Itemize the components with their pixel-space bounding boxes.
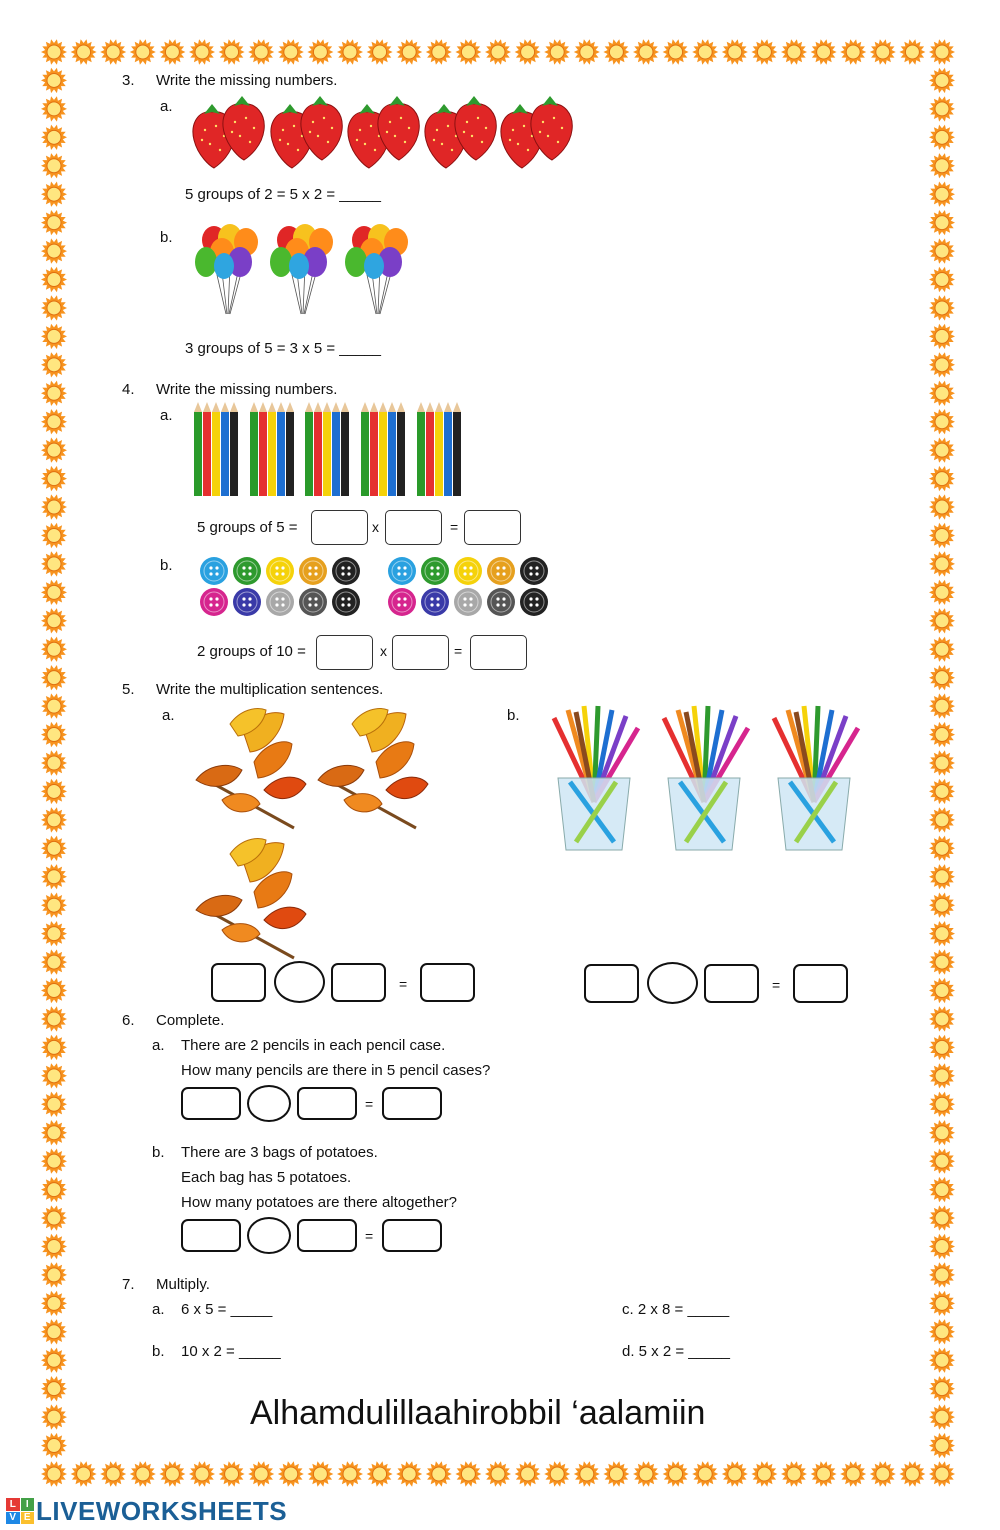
sun-icon	[71, 39, 97, 64]
sun-icon	[574, 39, 600, 64]
q3-b-label: b.	[160, 229, 173, 246]
sun-icon	[929, 523, 955, 548]
sun-icon	[929, 864, 955, 889]
q7-a-label: a.	[152, 1301, 165, 1318]
sun-icon	[41, 438, 67, 463]
sun-icon	[41, 1006, 67, 1031]
sun-icon	[929, 182, 955, 207]
sun-icon	[840, 1461, 866, 1486]
sun-icon	[929, 1376, 955, 1401]
sun-icon	[929, 352, 955, 377]
q4-a-text: 5 groups of 5 =	[197, 519, 298, 536]
sun-icon	[781, 39, 807, 64]
sun-icon	[899, 1461, 925, 1486]
sun-icon	[41, 1177, 67, 1202]
sun-icon	[929, 551, 955, 576]
sun-icon	[41, 580, 67, 605]
sun-icon	[929, 750, 955, 775]
q4-a-answer-box-2[interactable]	[385, 510, 442, 545]
sun-icon	[929, 267, 955, 292]
sun-icon	[751, 1461, 777, 1486]
sun-icon	[929, 238, 955, 263]
sun-icon	[929, 494, 955, 519]
sun-icon	[337, 1461, 363, 1486]
sun-icon	[307, 1461, 333, 1486]
sun-icon	[41, 551, 67, 576]
q5-b-label: b.	[507, 707, 520, 724]
sun-icon	[41, 637, 67, 662]
sun-icon	[929, 921, 955, 946]
sun-icon	[840, 39, 866, 64]
sun-icon	[159, 39, 185, 64]
sun-icon	[929, 722, 955, 747]
sun-icon	[41, 1063, 67, 1088]
brand-name: LIVEWORKSHEETS	[36, 1495, 288, 1526]
autumn-leaves-image	[194, 704, 439, 960]
q4-number: 4.	[122, 381, 135, 398]
sun-icon	[248, 1461, 274, 1486]
sun-icon	[41, 722, 67, 747]
q6-a-line2: How many pencils are there in 5 pencil cases?	[181, 1062, 491, 1079]
q7-c-text: c. 2 x 8 = _____	[622, 1301, 730, 1318]
sun-icon	[929, 693, 955, 718]
q5-a-operator-oval[interactable]	[274, 961, 325, 1003]
sun-icon	[929, 1035, 955, 1060]
sun-icon	[663, 39, 689, 64]
sun-icon	[929, 1404, 955, 1429]
sun-icon	[899, 39, 925, 64]
q6-b-label: b.	[152, 1144, 165, 1161]
sun-icon	[929, 68, 955, 93]
q4-a-label: a.	[160, 407, 173, 424]
sun-icon	[130, 1461, 156, 1486]
sun-icon	[130, 39, 156, 64]
sun-icon	[455, 1461, 481, 1486]
sun-icon	[633, 1461, 659, 1486]
brand-icon-letter: E	[21, 1512, 35, 1525]
sun-icon	[929, 779, 955, 804]
sun-icon	[367, 1461, 393, 1486]
q4-b-label: b.	[160, 557, 173, 574]
sun-icon	[485, 1461, 511, 1486]
sun-icon	[929, 1234, 955, 1259]
q6-b-line3: How many potatoes are there altogether?	[181, 1194, 457, 1211]
sun-icon	[41, 466, 67, 491]
sun-icon	[455, 39, 481, 64]
q4-b-answer-box-3[interactable]	[470, 635, 527, 670]
sun-icon	[574, 1461, 600, 1486]
sun-icon	[41, 1092, 67, 1117]
sun-icon	[929, 1149, 955, 1174]
sun-icon	[663, 1461, 689, 1486]
q5-b-box-2[interactable]	[704, 964, 759, 1003]
q3-a-label: a.	[160, 98, 173, 115]
q5-a-equals: =	[399, 976, 408, 992]
pencil-cups-image	[540, 702, 868, 854]
sun-icon	[929, 893, 955, 918]
q5-b-operator-oval[interactable]	[647, 962, 698, 1004]
sun-icon	[544, 39, 570, 64]
sun-icon	[692, 1461, 718, 1486]
q4-a-answer-box-3[interactable]	[464, 510, 521, 545]
sun-icon	[337, 39, 363, 64]
q5-a-label: a.	[162, 707, 175, 724]
sun-icon	[41, 1149, 67, 1174]
sun-icon	[929, 1262, 955, 1287]
sun-icon	[515, 39, 541, 64]
sun-icon	[929, 836, 955, 861]
q6-b-equals: =	[365, 1228, 374, 1244]
q6-b-line2: Each bag has 5 potatoes.	[181, 1169, 352, 1186]
brand-icon-letter: I	[21, 1498, 35, 1511]
sun-icon	[41, 1461, 67, 1486]
sun-icon	[929, 1006, 955, 1031]
q5-a-box-3[interactable]	[420, 963, 475, 1002]
sun-icon	[41, 693, 67, 718]
sun-icon	[929, 807, 955, 832]
strawberries-image	[190, 92, 580, 170]
q7-title: Multiply.	[156, 1276, 210, 1293]
q5-a-box-2[interactable]	[331, 963, 386, 1002]
sun-icon	[929, 978, 955, 1003]
sun-icon	[41, 1376, 67, 1401]
sun-icon	[515, 1461, 541, 1486]
sun-icon	[396, 39, 422, 64]
sun-icon	[41, 665, 67, 690]
sun-icon	[41, 238, 67, 263]
sun-icon	[929, 210, 955, 235]
q6-b-box-3[interactable]	[382, 1219, 442, 1252]
sun-icon	[278, 39, 304, 64]
brand-icon-letter: V	[6, 1512, 20, 1525]
sun-icon	[41, 1205, 67, 1230]
sun-icon	[929, 438, 955, 463]
sun-icon	[929, 381, 955, 406]
sun-icon	[396, 1461, 422, 1486]
sun-icon	[929, 1092, 955, 1117]
q3-b-equation: 3 groups of 5 = 3 x 5 = _____	[185, 340, 381, 357]
sun-icon	[811, 39, 837, 64]
sun-icon	[929, 1205, 955, 1230]
sun-icon	[870, 39, 896, 64]
sun-icon	[929, 665, 955, 690]
q7-number: 7.	[122, 1276, 135, 1293]
sun-icon	[929, 608, 955, 633]
sun-icon	[41, 125, 67, 150]
sun-icon	[41, 921, 67, 946]
sun-icon	[929, 1319, 955, 1344]
sun-icon	[781, 1461, 807, 1486]
sun-icon	[41, 68, 67, 93]
sun-icon	[41, 153, 67, 178]
sun-icon	[41, 352, 67, 377]
sun-icon	[929, 637, 955, 662]
sun-icon	[41, 182, 67, 207]
footer-text: Alhamdulillaahirobbil ‘aalamiin	[250, 1394, 706, 1432]
q6-number: 6.	[122, 1012, 135, 1029]
sun-icon	[278, 1461, 304, 1486]
q6-b-box-1[interactable]	[181, 1219, 241, 1252]
sun-icon	[41, 1035, 67, 1060]
sun-icon	[219, 1461, 245, 1486]
q6-b-line1: There are 3 bags of potatoes.	[181, 1144, 378, 1161]
sun-icon	[544, 1461, 570, 1486]
q6-a-box-2[interactable]	[297, 1087, 357, 1120]
q4-a-times: x	[372, 519, 379, 535]
sun-icon	[41, 381, 67, 406]
q6-a-equals: =	[365, 1096, 374, 1112]
sun-icon	[41, 39, 67, 64]
sun-icon	[41, 1120, 67, 1145]
sun-icon	[870, 1461, 896, 1486]
q5-number: 5.	[122, 681, 135, 698]
sun-icon	[722, 39, 748, 64]
sun-icon	[811, 1461, 837, 1486]
q6-a-box-3[interactable]	[382, 1087, 442, 1120]
sun-icon	[929, 1177, 955, 1202]
sun-icon	[100, 39, 126, 64]
sun-icon	[929, 1433, 955, 1458]
sun-icon	[41, 1262, 67, 1287]
sun-icon	[929, 324, 955, 349]
q6-a-box-1[interactable]	[181, 1087, 241, 1120]
q4-a-equals: =	[450, 519, 459, 535]
q4-b-text: 2 groups of 10 =	[197, 643, 306, 660]
q6-b-operator-oval[interactable]	[247, 1217, 291, 1254]
sun-icon	[722, 1461, 748, 1486]
sun-icon	[41, 210, 67, 235]
sun-icon	[41, 893, 67, 918]
q4-b-times: x	[380, 643, 387, 659]
sun-icon	[41, 523, 67, 548]
sun-icon	[929, 1063, 955, 1088]
q7-d-text: d. 5 x 2 = _____	[622, 1343, 731, 1360]
sun-icon	[485, 39, 511, 64]
q5-title: Write the multiplication sentences.	[156, 681, 384, 698]
q4-b-equals: =	[454, 643, 463, 659]
q6-title: Complete.	[156, 1012, 225, 1029]
liveworksheets-logo[interactable]	[6, 1496, 287, 1526]
buttons-image	[196, 555, 556, 619]
sun-icon	[929, 1120, 955, 1145]
q3-title: Write the missing numbers.	[156, 72, 338, 89]
sun-icon	[41, 750, 67, 775]
liveworksheets-icon	[6, 1498, 34, 1524]
sun-icon	[41, 1404, 67, 1429]
sun-icon	[189, 1461, 215, 1486]
sun-icon	[41, 807, 67, 832]
sun-icon	[929, 39, 955, 64]
sun-icon	[41, 949, 67, 974]
q6-b-box-2[interactable]	[297, 1219, 357, 1252]
sun-icon	[603, 1461, 629, 1486]
sun-icon	[367, 39, 393, 64]
q6-a-line1: There are 2 pencils in each pencil case.	[181, 1037, 446, 1054]
sun-icon	[159, 1461, 185, 1486]
sun-icon	[41, 295, 67, 320]
sun-icon	[929, 96, 955, 121]
q7-b-text: 10 x 2 = _____	[181, 1343, 281, 1360]
sun-icon	[929, 580, 955, 605]
q5-b-equals: =	[772, 977, 781, 993]
sun-icon	[219, 39, 245, 64]
sun-icon	[189, 39, 215, 64]
sun-icon	[307, 39, 333, 64]
sun-icon	[41, 324, 67, 349]
q6-a-label: a.	[152, 1037, 165, 1054]
sun-icon	[929, 125, 955, 150]
sun-icon	[929, 949, 955, 974]
q4-b-answer-box-2[interactable]	[392, 635, 449, 670]
sun-icon	[426, 1461, 452, 1486]
q3-number: 3.	[122, 72, 135, 89]
sun-icon	[41, 978, 67, 1003]
sun-icon	[41, 1433, 67, 1458]
q4-a-answer-box-1[interactable]	[311, 510, 368, 545]
q7-a-text: 6 x 5 = _____	[181, 1301, 273, 1318]
sun-icon	[41, 409, 67, 434]
sun-icon	[929, 1461, 955, 1486]
brand-icon-letter: L	[6, 1498, 20, 1511]
q5-a-box-1[interactable]	[211, 963, 266, 1002]
pencil-groups-image	[194, 402, 466, 498]
sun-icon	[41, 267, 67, 292]
sun-icon	[929, 1291, 955, 1316]
sun-icon	[41, 779, 67, 804]
q4-title: Write the missing numbers.	[156, 381, 338, 398]
q5-b-box-3[interactable]	[793, 964, 848, 1003]
balloons-image	[192, 222, 417, 320]
sun-icon	[41, 608, 67, 633]
sun-icon	[41, 1291, 67, 1316]
sun-icon	[41, 494, 67, 519]
sun-icon	[692, 39, 718, 64]
sun-icon	[426, 39, 452, 64]
sun-icon	[41, 1348, 67, 1373]
sun-icon	[751, 39, 777, 64]
sun-icon	[41, 96, 67, 121]
sun-icon	[929, 466, 955, 491]
sun-icon	[929, 1348, 955, 1373]
sun-icon	[633, 39, 659, 64]
sun-icon	[41, 836, 67, 861]
sun-icon	[929, 153, 955, 178]
sun-icon	[248, 39, 274, 64]
sun-icon	[603, 39, 629, 64]
sun-icon	[100, 1461, 126, 1486]
q6-a-operator-oval[interactable]	[247, 1085, 291, 1122]
sun-icon	[929, 409, 955, 434]
sun-icon	[41, 864, 67, 889]
sun-icon	[41, 1319, 67, 1344]
sun-icon	[929, 295, 955, 320]
sun-icon	[71, 1461, 97, 1486]
q5-b-box-1[interactable]	[584, 964, 639, 1003]
q3-a-equation: 5 groups of 2 = 5 x 2 = _____	[185, 186, 381, 203]
q4-b-answer-box-1[interactable]	[316, 635, 373, 670]
q7-b-label: b.	[152, 1343, 165, 1360]
sun-icon	[41, 1234, 67, 1259]
